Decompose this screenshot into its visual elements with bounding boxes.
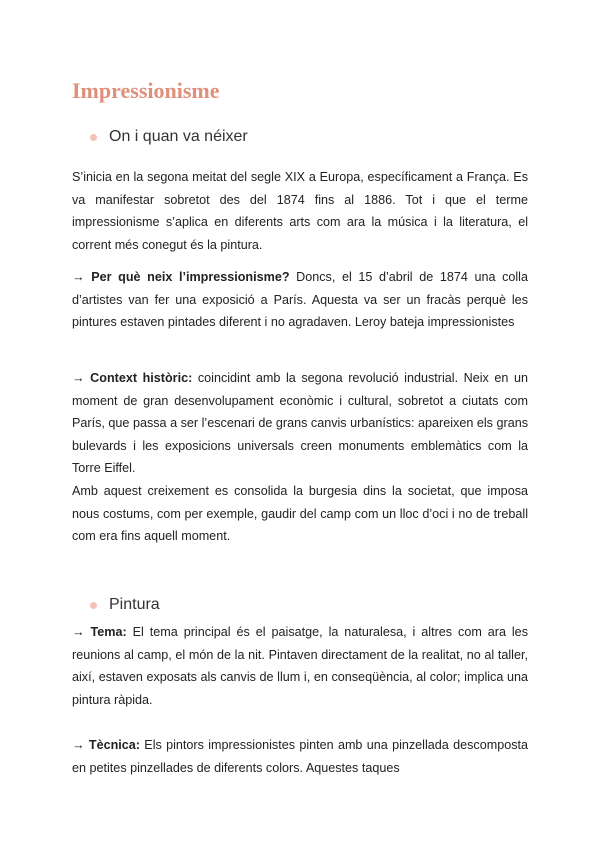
paragraph-context xyxy=(72,367,528,480)
paragraph-intro xyxy=(72,166,528,256)
paragraph-text: Amb aquest creixement es consolida la burgesia dins la societat, que imposa nous costums, com per exemple, gaudir del camp com un lloc d’oci i no de treball com era fins aquell moment. xyxy=(72,484,528,543)
paragraph-text: El tema principal és el paisatge, la naturalesa, i altres com ara les reunions al camp, el món de la nit. Pintaven directament de la realitat, no al taller, així, estaven exposats als canvis de llum i, en conseqüència, al color; implica una pintura ràpida. xyxy=(72,625,528,707)
document-title: Impressionisme xyxy=(72,78,220,103)
paragraph-why xyxy=(72,266,528,334)
paragraph-lead: → Context històric: xyxy=(72,371,193,385)
section-heading-origin xyxy=(90,128,248,146)
bullet-dot-icon xyxy=(90,602,97,609)
section-heading-label: On i quan va néixer xyxy=(109,128,248,145)
paragraph-lead: → Per què neix l’impressionisme? xyxy=(72,270,290,284)
paragraph-lead: → Tècnica: xyxy=(72,738,140,752)
paragraph-technique xyxy=(72,734,528,779)
section-heading-label: Pintura xyxy=(109,596,160,613)
section-heading-painting xyxy=(90,596,160,614)
paragraph-text: Doncs, el 15 d’abril de 1874 una colla d’artistes van fer una exposició a París. Aquesta va ser un fracàs perquè les pintures estaven pintades diferent i no agradaven. Leroy bateja impressionistes xyxy=(72,270,528,329)
paragraph-lead: → Tema: xyxy=(72,625,127,639)
paragraph-theme xyxy=(72,621,528,711)
bullet-dot-icon xyxy=(90,134,97,141)
paragraph-text: Els pintors impressionistes pinten amb una pinzellada descomposta en petites pinzellades de diferents colors. Aquestes taques xyxy=(72,738,529,775)
paragraph-text: S’inicia en la segona meitat del segle XIX a Europa, específicament a França. Es va manifestar sobretot des del 1874 fins al 1886. Tot i que el terme impressionisme s’aplica en diferents arts com ara la música i la literatura, el corrent més conegut és la pintura. xyxy=(72,170,528,252)
paragraph-text: coincidint amb la segona revolució industrial. Neix en un moment de gran desenvolupament econòmic i cultural, sobretot a ciutats com París, que passa a ser l’escenari de grans canvis urbanístics: apareixen els grans bulevards i les exposicions universals creen monuments emblemàtics com la Torre Eiffel. xyxy=(72,371,528,475)
paragraph-bourgeoisie xyxy=(72,480,528,548)
